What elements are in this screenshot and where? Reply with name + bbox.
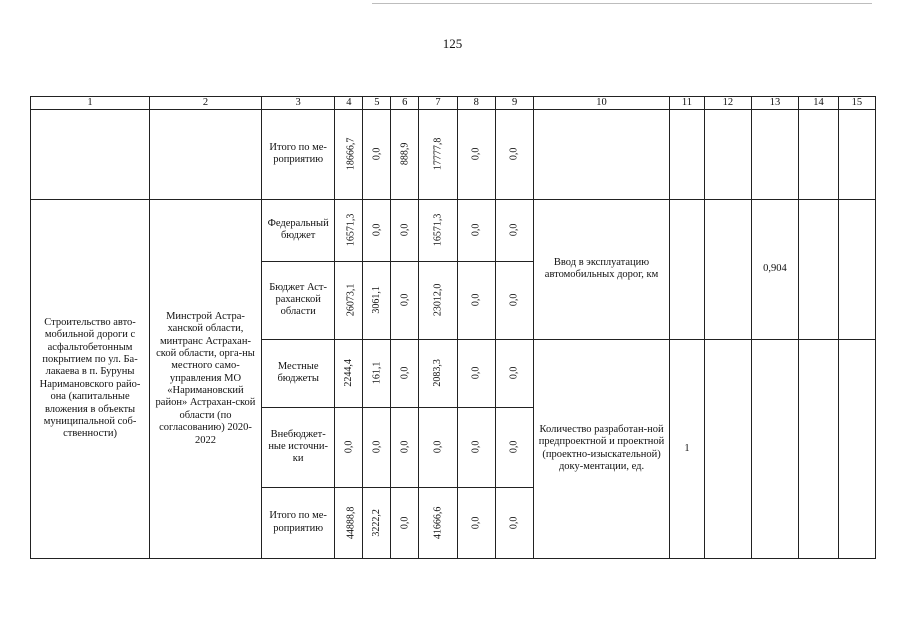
indicator-cell: Количество разработан-ной предпроектной и проектной (проектно-изыскательной) доку-ментации, ед. bbox=[534, 339, 670, 558]
header-cell: 2 bbox=[150, 97, 262, 110]
header-cell: 9 bbox=[495, 97, 533, 110]
value-cell: 0,0 bbox=[457, 407, 495, 487]
value-cell: 0,0 bbox=[495, 339, 533, 407]
value-cell: 18666,7 bbox=[335, 110, 363, 200]
indicator-value-cell bbox=[705, 199, 752, 339]
header-row bbox=[31, 97, 876, 110]
value-cell: 0,0 bbox=[335, 407, 363, 487]
source-cell: Итого по ме-роприятию bbox=[261, 110, 335, 200]
table-row bbox=[31, 110, 876, 200]
header-cell: 4 bbox=[335, 97, 363, 110]
header-cell: 7 bbox=[419, 97, 457, 110]
empty-cell bbox=[838, 110, 875, 200]
value-cell: 888,9 bbox=[391, 110, 419, 200]
indicator-value-cell: 0,904 bbox=[751, 199, 799, 339]
header-cell: 3 bbox=[261, 97, 335, 110]
value-cell: 0,0 bbox=[457, 262, 495, 340]
table-row bbox=[31, 199, 876, 261]
value-cell: 41666,6 bbox=[419, 487, 457, 559]
value-cell: 0,0 bbox=[495, 110, 533, 200]
indicator-value-cell: 1 bbox=[669, 339, 704, 558]
empty-cell bbox=[31, 110, 150, 200]
header-cell: 13 bbox=[751, 97, 799, 110]
indicator-cell: Ввод в эксплуатацию автомобильных дорог, км bbox=[534, 199, 670, 339]
header-cell: 5 bbox=[363, 97, 391, 110]
indicator-value-cell bbox=[838, 199, 875, 339]
executor-cell: Минстрой Астра-ханской области, минтранс Астрахан-ской области, орга-ны местного само-управления МО «Наримановский район» Астрахан-ской области (по согласованию) 2020-2022 bbox=[150, 199, 262, 558]
value-cell: 44888,8 bbox=[335, 487, 363, 559]
value-cell: 161,1 bbox=[363, 339, 391, 407]
value-cell: 0,0 bbox=[363, 407, 391, 487]
top-rule bbox=[372, 3, 872, 4]
value-cell: 0,0 bbox=[495, 487, 533, 559]
value-cell: 0,0 bbox=[391, 262, 419, 340]
value-cell: 0,0 bbox=[457, 339, 495, 407]
value-cell: 2244,4 bbox=[335, 339, 363, 407]
value-cell: 0,0 bbox=[495, 407, 533, 487]
page-number: 125 bbox=[442, 36, 463, 51]
value-cell: 3222,2 bbox=[363, 487, 391, 559]
value-cell: 23012,0 bbox=[419, 262, 457, 340]
event-name-cell: Строительство авто-мобильной дороги с асфальтобетонным покрытием по ул. Ба-лакаева в п. Буруны Наримановского райо-она (капитальные вложения в объекты муниципальной соб-ственности) bbox=[31, 199, 150, 558]
indicator-value-cell bbox=[705, 339, 752, 558]
indicator-value-cell bbox=[838, 339, 875, 558]
value-cell: 0,0 bbox=[457, 110, 495, 200]
value-cell: 0,0 bbox=[363, 110, 391, 200]
empty-cell bbox=[669, 110, 704, 200]
value-cell: 0,0 bbox=[363, 199, 391, 261]
value-cell: 0,0 bbox=[391, 199, 419, 261]
value-cell: 17777,8 bbox=[419, 110, 457, 200]
source-cell: Итого по ме-роприятию bbox=[261, 487, 335, 559]
value-cell: 2083,3 bbox=[419, 339, 457, 407]
budget-table bbox=[30, 96, 876, 559]
value-cell: 16571,3 bbox=[335, 199, 363, 261]
header-cell: 10 bbox=[534, 97, 670, 110]
value-cell: 0,0 bbox=[419, 407, 457, 487]
empty-cell bbox=[751, 110, 799, 200]
source-cell: Бюджет Аст-раханской области bbox=[261, 262, 335, 340]
indicator-value-cell bbox=[799, 339, 838, 558]
value-cell: 0,0 bbox=[495, 199, 533, 261]
value-cell: 0,0 bbox=[495, 262, 533, 340]
value-cell: 0,0 bbox=[391, 339, 419, 407]
indicator-value-cell bbox=[799, 199, 838, 339]
value-cell: 3061,1 bbox=[363, 262, 391, 340]
header-cell: 8 bbox=[457, 97, 495, 110]
header-cell: 14 bbox=[799, 97, 838, 110]
empty-cell bbox=[150, 110, 262, 200]
value-cell: 16571,3 bbox=[419, 199, 457, 261]
source-cell: Местные бюджеты bbox=[261, 339, 335, 407]
header-cell: 15 bbox=[838, 97, 875, 110]
value-cell: 0,0 bbox=[457, 199, 495, 261]
indicator-value-cell bbox=[669, 199, 704, 339]
source-cell: Федеральный бюджет bbox=[261, 199, 335, 261]
empty-cell bbox=[705, 110, 752, 200]
indicator-value-cell bbox=[751, 339, 799, 558]
value-cell: 26073,1 bbox=[335, 262, 363, 340]
header-cell: 6 bbox=[391, 97, 419, 110]
header-cell: 11 bbox=[669, 97, 704, 110]
header-cell: 1 bbox=[31, 97, 150, 110]
source-cell: Внебюджет-ные источни-ки bbox=[261, 407, 335, 487]
header-cell: 12 bbox=[705, 97, 752, 110]
value-cell: 0,0 bbox=[391, 487, 419, 559]
empty-cell bbox=[799, 110, 838, 200]
empty-cell bbox=[534, 110, 670, 200]
value-cell: 0,0 bbox=[457, 487, 495, 559]
value-cell: 0,0 bbox=[391, 407, 419, 487]
